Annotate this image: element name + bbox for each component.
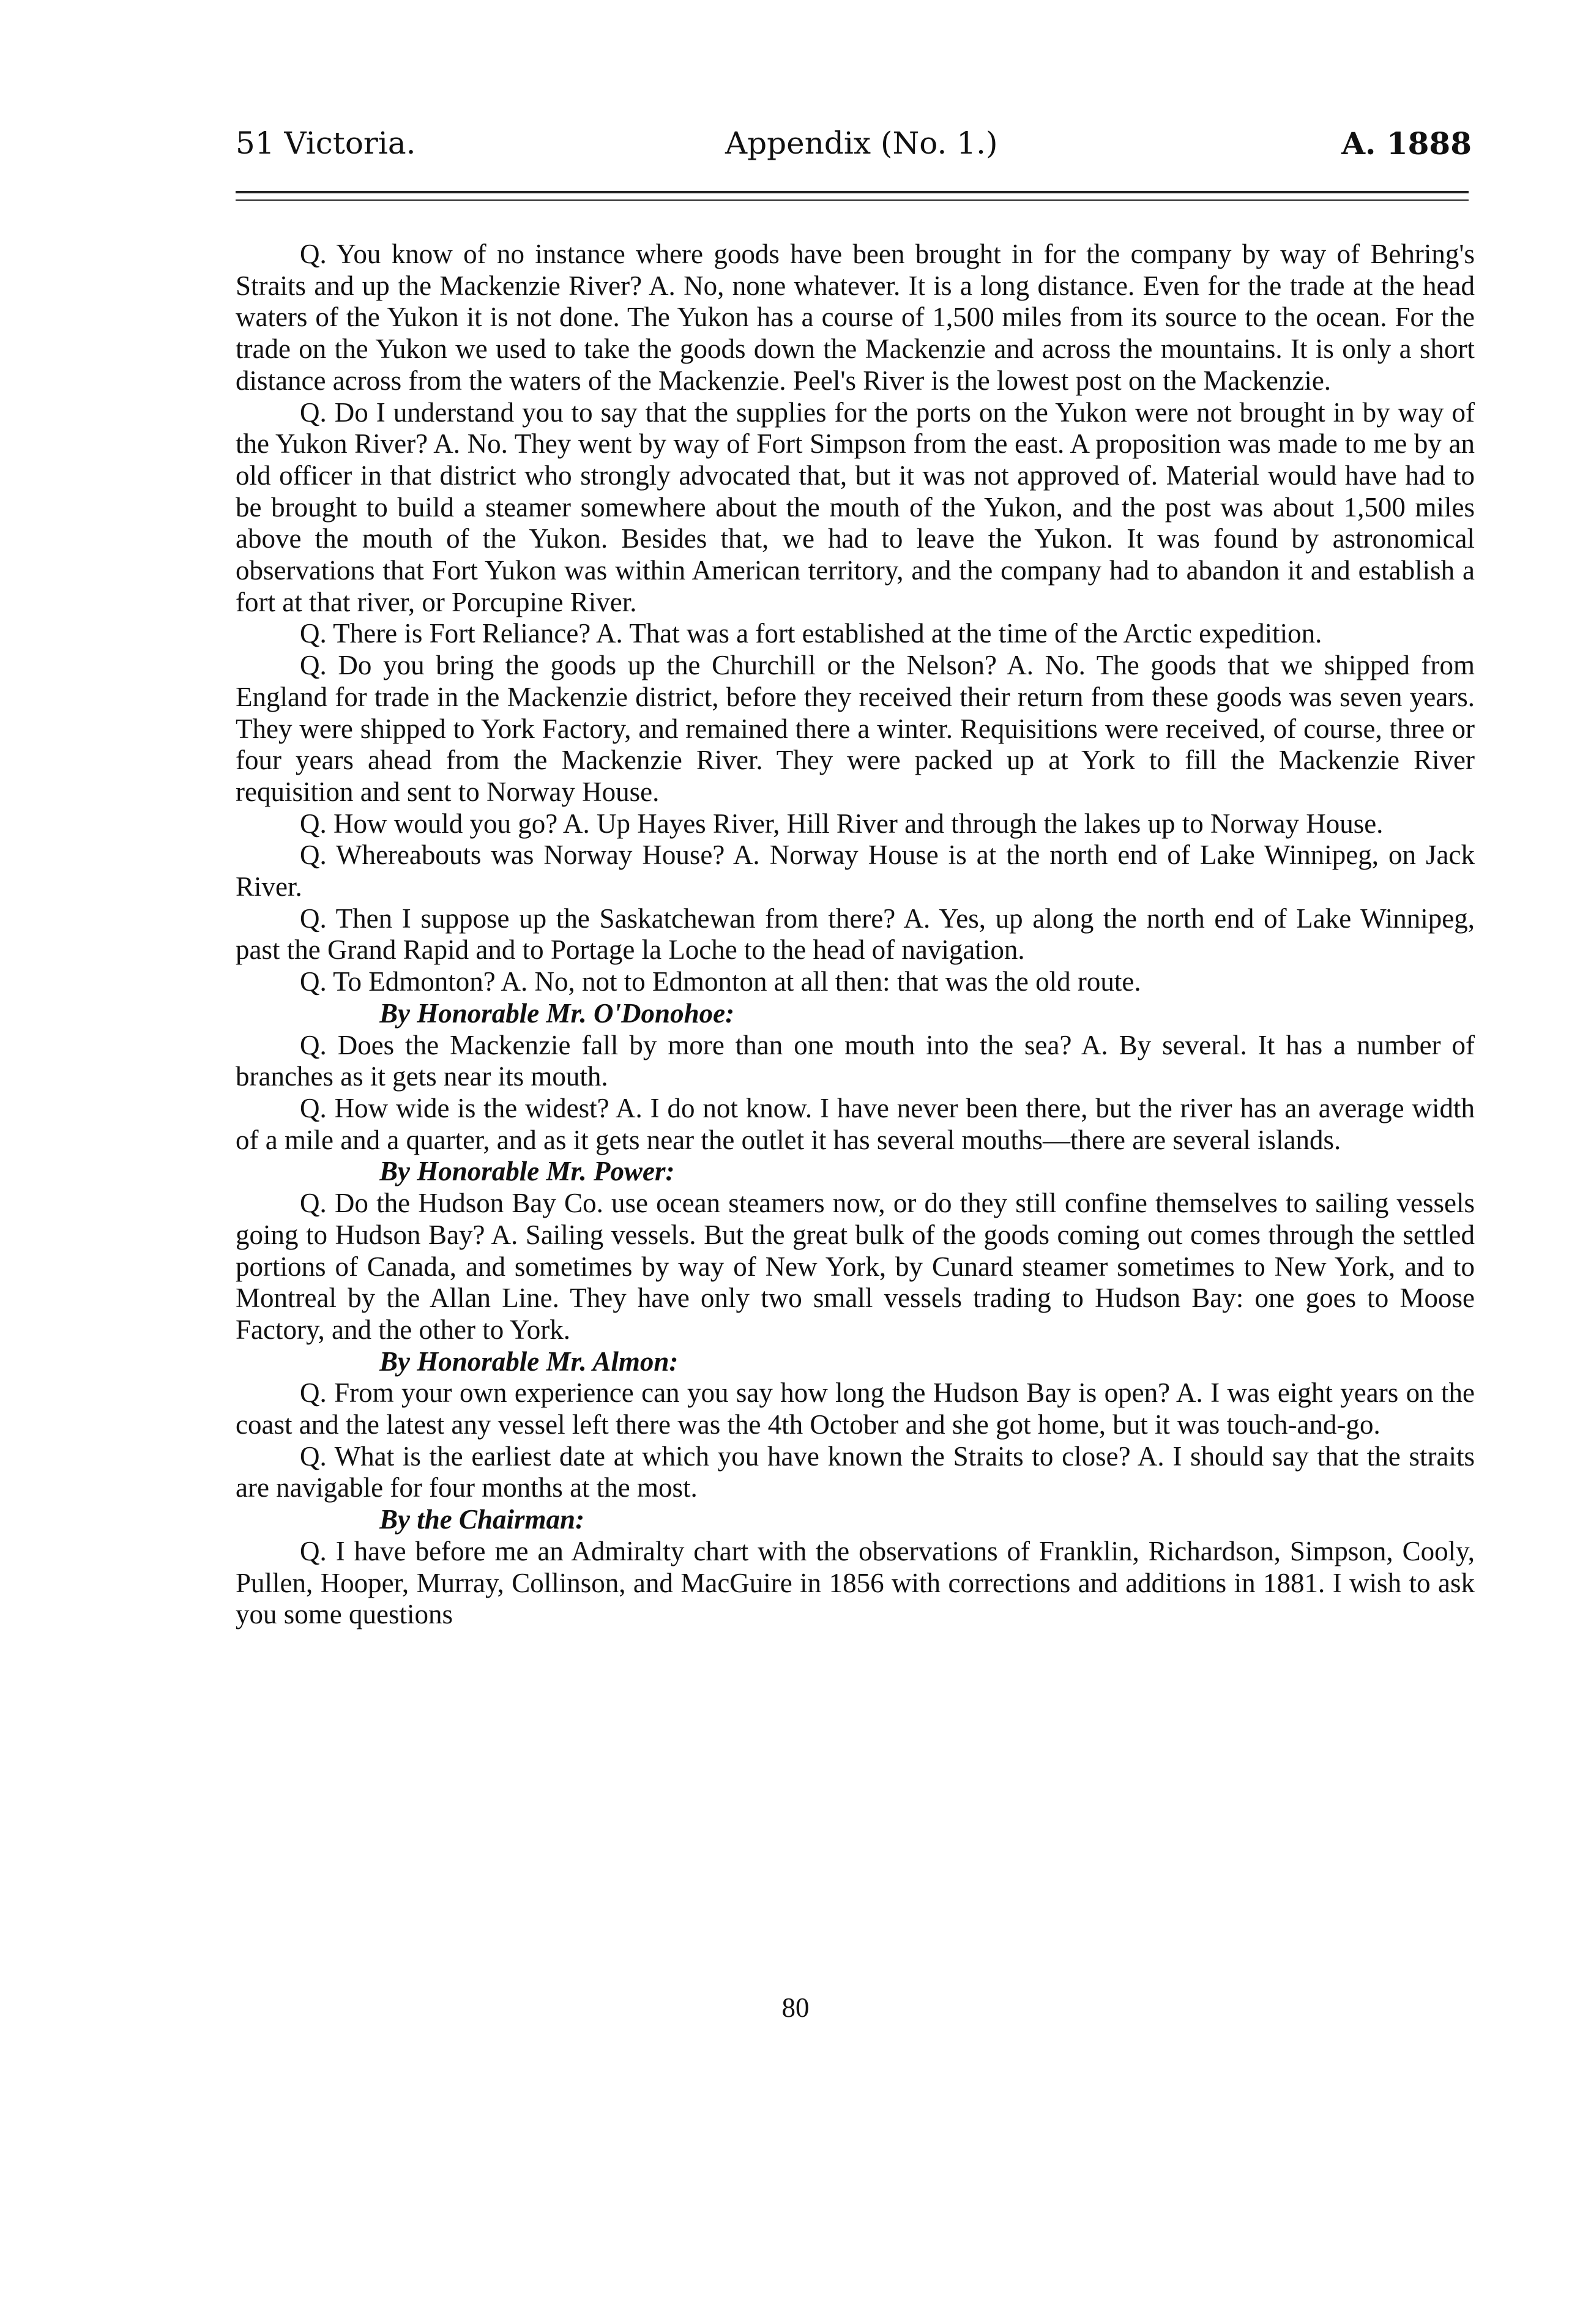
question-answer-paragraph: Q. Whereabouts was Norway House? A. Norway House is at the north end of Lake Winnipeg, on Jack River. <box>236 840 1475 903</box>
question-answer-paragraph: Q. To Edmonton? A. No, not to Edmonton at all then: that was the old route. <box>300 966 1141 997</box>
question-answer-paragraph: Q. From your own experience can you say how long the Hudson Bay is open? A. I was eight years on the coast and the latest any vessel left there was the 4th October and she got home, but it was touch-and-go. <box>236 1377 1475 1440</box>
examiner-heading: By Honorable Mr. Almon: <box>379 1346 679 1377</box>
question-answer-paragraph: Q. How would you go? A. Up Hayes River, Hill River and through the lakes up to Norway House. <box>300 808 1384 839</box>
question-answer-paragraph: Q. There is Fort Reliance? A. That was a fort established at the time of the Arctic expedition. <box>300 618 1322 649</box>
header-appendix: Appendix (No. 1.) <box>725 125 998 161</box>
page-number: 80 <box>781 1992 810 2023</box>
question-answer-paragraph: Q. Do you bring the goods up the Churchill or the Nelson? A. No. The goods that we shipped from England for trade in the Mackenzie district, before they received their return from these goods was seven years. They were shipped to York Factory, and remained there a winter. Requisitions were received, of course, three or four years ahead from the Mackenzie River. They were packed up at York to fill the Mackenzie River requisition and sent to Norway House. <box>236 650 1475 807</box>
running-header <box>236 125 1472 181</box>
examiner-heading: By Honorable Mr. Power: <box>379 1156 675 1187</box>
header-year: A. 1888 <box>1341 125 1472 162</box>
question-answer-paragraph: Q. Do the Hudson Bay Co. use ocean steamers now, or do they still confine themselves to sailing vessels going to Hudson Bay? A. Sailing vessels. But the great bulk of the goods coming out comes through the settled portions of Canada, and sometimes by way of New York, by Cunard steamer sometimes to New York, and to Montreal by the Allan Line. They have only two small vessels trading to Hudson Bay: one goes to Moose Factory, and the other to York. <box>236 1188 1475 1345</box>
question-answer-paragraph: Q. What is the earliest date at which you have known the Straits to close? A. I should say that the straits are navigable for four months at the most. <box>236 1440 1475 1503</box>
question-answer-paragraph: Q. I have before me an Admiralty chart with the observations of Franklin, Richardson, Simpson, Cooly, Pullen, Hooper, Murray, Collinson, and MacGuire in 1856 with corrections and additions in 1881. I wish to ask you some questions <box>236 1535 1475 1630</box>
header-rule-thick <box>236 191 1469 193</box>
header-session: 51 Victoria. <box>236 125 416 161</box>
question-answer-paragraph: Q. Do I understand you to say that the supplies for the ports on the Yukon were not brought in by way of the Yukon River? A. No. They went by way of Fort Simpson from the east. A proposition was made to me by an old officer in that district who strongly advocated that, but it was not approved of. Material would have had to be brought to build a steamer somewhere about the mouth of the Yukon, and the post was about 1,500 miles above the mouth of the Yukon. Besides that, we had to leave the Yukon. It was found by astronomical observations that Fort Yukon was within American territory, and the company had to abandon it and establish a fort at that river, or Porcupine River. <box>236 397 1475 617</box>
examiner-heading: By Honorable Mr. O'Donohoe: <box>379 997 735 1029</box>
examiner-heading: By the Chairman: <box>379 1504 585 1535</box>
header-rule-thin <box>236 199 1469 201</box>
testimony-text <box>236 239 1475 1631</box>
question-answer-paragraph: Q. How wide is the widest? A. I do not know. I have never been there, but the river has an average width of a mile and a quarter, and as it gets near the outlet it has several mouths—there are several islands. <box>236 1092 1475 1155</box>
question-answer-paragraph: Q. You know of no instance where goods have been brought in for the company by way of Behring's Straits and up the Mackenzie River? A. No, none whatever. It is a long distance. Even for the trade at the head waters of the Yukon it is not done. The Yukon has a course of 1,500 miles from its source to the ocean. For the trade on the Yukon we used to take the goods down the Mackenzie and across the mountains. It is only a short distance across from the waters of the Mackenzie. Peel's River is the lowest post on the Mackenzie. <box>236 239 1475 396</box>
question-answer-paragraph: Q. Does the Mackenzie fall by more than one mouth into the sea? A. By several. It has a number of branches as it gets near its mouth. <box>236 1029 1475 1092</box>
question-answer-paragraph: Q. Then I suppose up the Saskatchewan from there? A. Yes, up along the north end of Lake Winnipeg, past the Grand Rapid and to Portage la Loche to the head of navigation. <box>236 903 1475 966</box>
